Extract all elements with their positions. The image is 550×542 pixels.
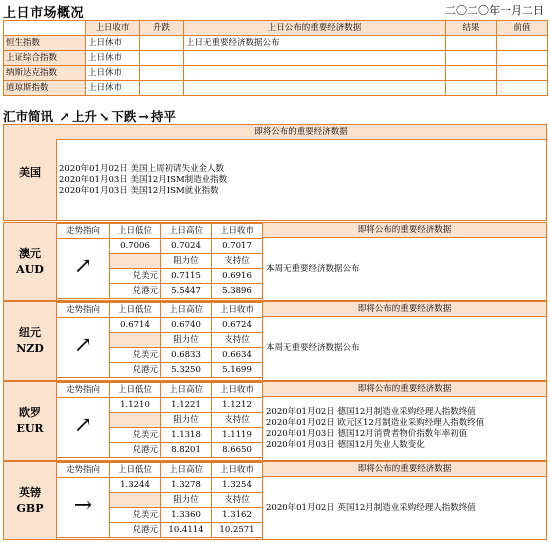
- arrow-right-icon: →: [138, 109, 149, 124]
- high-header: 上日高位: [161, 383, 212, 398]
- hkd-support: 10.2571: [212, 523, 263, 538]
- us-event: 2020年01月03日 美国12月ISM就业指数: [59, 185, 219, 196]
- currency-rates-table: [56, 302, 263, 378]
- currency-name: 澳元: [19, 246, 41, 260]
- currency-rates-table: [56, 223, 263, 299]
- hkd-label: 兑港元: [110, 284, 161, 299]
- arrow-up-icon: ↗: [73, 332, 93, 358]
- economic-data: [184, 81, 446, 96]
- upcoming-header: 即将公布的重要经济数据: [263, 382, 546, 397]
- upcoming-events: [263, 477, 546, 539]
- usd-support: 1.1119: [212, 428, 263, 443]
- currency-section-eur: [3, 381, 547, 461]
- usd-resistance: 1.3360: [161, 508, 212, 523]
- high-value: 0.6740: [161, 318, 212, 333]
- arrow-right-icon: →: [73, 492, 93, 518]
- usd-label: 兑美元: [110, 269, 161, 284]
- us-events: [56, 140, 546, 220]
- market-row: [4, 66, 548, 81]
- upcoming-header: 即将公布的重要经济数据: [263, 223, 546, 238]
- usd-label: 兑美元: [110, 348, 161, 363]
- hkd-resistance: 5.3250: [161, 363, 212, 378]
- hkd-support: 8.6650: [212, 443, 263, 458]
- data-prev: [497, 66, 548, 81]
- support-header: 支持位: [212, 254, 263, 269]
- usd-resistance: 0.7115: [161, 269, 212, 284]
- blank-cell: [110, 254, 161, 269]
- upcoming-events: [263, 397, 546, 460]
- trend-header: 走势指向: [57, 224, 110, 239]
- blank-cell: [110, 493, 161, 508]
- arrow-down-icon: ↘: [98, 109, 110, 124]
- data-result: [446, 81, 497, 96]
- low-header: 上日低位: [110, 224, 161, 239]
- economic-data: [184, 66, 446, 81]
- hkd-label: 兑港元: [110, 523, 161, 538]
- hkd-label: 兑港元: [110, 363, 161, 378]
- legend-flat: 持平: [150, 109, 176, 124]
- currency-label: [4, 223, 57, 300]
- upcoming-event: 本周无重要经济数据公布: [266, 263, 360, 274]
- us-label: 美国: [4, 125, 57, 220]
- index-close: 上日休市: [86, 66, 140, 81]
- fx-brief-title: 汇市简讯: [3, 109, 54, 124]
- high-header: 上日高位: [161, 224, 212, 239]
- support-header: 支持位: [212, 413, 263, 428]
- close-value: 0.7017: [212, 239, 263, 254]
- usd-support: 1.3162: [212, 508, 263, 523]
- hkd-support: 5.1699: [212, 363, 263, 378]
- trend-cell: [57, 478, 110, 538]
- upcoming-event: 2020年01月03日 德国12月失业人数变化: [266, 439, 425, 450]
- header-close: 上日收市: [86, 21, 140, 36]
- market-row: [4, 81, 548, 96]
- usd-resistance: 0.6833: [161, 348, 212, 363]
- upcoming-panel: [262, 302, 546, 380]
- currency-name: 纽元: [19, 326, 41, 339]
- close-value: 1.3254: [212, 478, 263, 493]
- upcoming-event: 2020年01月02日 欧元区12月制造业采购经理人指数终值: [266, 417, 485, 428]
- trend-header: 走势指向: [57, 383, 110, 398]
- index-name: 纳斯达克指数: [4, 66, 86, 81]
- arrow-up-icon: ↗: [59, 109, 70, 124]
- upcoming-event: 2020年01月02日 英国12月制造业采购经理人指数终值: [266, 502, 476, 513]
- header-prev: 前值: [497, 21, 548, 36]
- header-result: 结果: [446, 21, 497, 36]
- currency-label: [4, 462, 57, 539]
- close-header: 上日收市: [212, 383, 263, 398]
- currency-code: AUD: [16, 262, 44, 276]
- low-value: 0.6714: [110, 318, 161, 333]
- close-value: 1.1212: [212, 398, 263, 413]
- market-overview-table: [3, 20, 548, 96]
- upcoming-header: 即将公布的重要经济数据: [263, 462, 546, 477]
- us-event: 2020年01月02日 美国上周初请失业金人数: [59, 163, 224, 174]
- trend-cell: [57, 239, 110, 299]
- currency-code: GBP: [16, 501, 44, 515]
- trend-header: 走势指向: [57, 303, 110, 318]
- index-close: 上日休市: [86, 36, 140, 51]
- low-value: 1.3244: [110, 478, 161, 493]
- economic-data: [184, 51, 446, 66]
- index-change: [140, 66, 184, 81]
- usd-support: 0.6634: [212, 348, 263, 363]
- header-change: 升跌: [140, 21, 184, 36]
- index-name: 恒生指数: [4, 36, 86, 51]
- header-blank: [4, 21, 86, 36]
- hkd-resistance: 10.4114: [161, 523, 212, 538]
- hkd-support: 5.3896: [212, 284, 263, 299]
- trend-cell: [57, 398, 110, 458]
- data-prev: [497, 36, 548, 51]
- index-name: 上证综合指数: [4, 51, 86, 66]
- close-header: 上日收市: [212, 224, 263, 239]
- arrow-up-icon: ↗: [73, 412, 93, 438]
- index-change: [140, 36, 184, 51]
- currency-section-nzd: [3, 301, 547, 381]
- currency-section-gbp: [3, 461, 547, 540]
- high-value: 0.7024: [161, 239, 212, 254]
- fx-brief-heading: [3, 107, 178, 125]
- report-date: 二〇二〇年一月二日: [445, 4, 544, 17]
- currency-code: NZD: [16, 342, 44, 355]
- close-header: 上日收市: [212, 463, 263, 478]
- upcoming-events: [263, 238, 546, 300]
- economic-data: 上日无重要经济数据公布: [184, 36, 446, 51]
- upcoming-event: 2020年01月02日 德国12月制造业采购经理人指数终值: [266, 406, 476, 417]
- upcoming-event: 2020年01月03日 德国12月消费者物价指数年率初值: [266, 428, 468, 439]
- hkd-resistance: 5.5447: [161, 284, 212, 299]
- hkd-label: 兑港元: [110, 443, 161, 458]
- upcoming-events: [263, 317, 546, 380]
- trend-header: 走势指向: [57, 463, 110, 478]
- index-close: 上日休市: [86, 51, 140, 66]
- trend-cell: [57, 318, 110, 378]
- legend-down: 下跌: [111, 109, 137, 124]
- us-section: [3, 124, 547, 221]
- usd-support: 0.6916: [212, 269, 263, 284]
- index-change: [140, 81, 184, 96]
- upcoming-panel: [262, 382, 546, 460]
- high-value: 1.1221: [161, 398, 212, 413]
- close-value: 0.6724: [212, 318, 263, 333]
- resistance-header: 阻力位: [161, 493, 212, 508]
- close-header: 上日收市: [212, 303, 263, 318]
- currency-rates-table: [56, 382, 263, 458]
- support-header: 支持位: [212, 333, 263, 348]
- currency-section-aud: [3, 222, 547, 301]
- currency-name: 英镑: [19, 485, 41, 499]
- market-row: [4, 36, 548, 51]
- data-prev: [497, 81, 548, 96]
- low-value: 1.1210: [110, 398, 161, 413]
- index-name: 道琼斯指数: [4, 81, 86, 96]
- high-header: 上日高位: [161, 303, 212, 318]
- blank-cell: [110, 413, 161, 428]
- currency-rates-table: [56, 462, 263, 538]
- support-header: 支持位: [212, 493, 263, 508]
- legend-up: 上升: [71, 109, 97, 124]
- usd-resistance: 1.1318: [161, 428, 212, 443]
- currency-label: [4, 302, 57, 380]
- data-prev: [497, 51, 548, 66]
- currency-name: 欧罗: [19, 406, 41, 419]
- high-header: 上日高位: [161, 463, 212, 478]
- currency-label: [4, 382, 57, 460]
- usd-label: 兑美元: [110, 508, 161, 523]
- currency-code: EUR: [16, 422, 44, 435]
- blank-cell: [110, 333, 161, 348]
- us-event: 2020年01月03日 美国12月ISM制造业指数: [59, 174, 228, 185]
- arrow-up-icon: ↗: [73, 253, 93, 279]
- page-title: 上日市场概况: [3, 6, 85, 21]
- index-close: 上日休市: [86, 81, 140, 96]
- hkd-resistance: 8.8201: [161, 443, 212, 458]
- resistance-header: 阻力位: [161, 333, 212, 348]
- high-value: 1.3278: [161, 478, 212, 493]
- data-result: [446, 66, 497, 81]
- resistance-header: 阻力位: [161, 413, 212, 428]
- low-value: 0.7006: [110, 239, 161, 254]
- low-header: 上日低位: [110, 463, 161, 478]
- market-row: [4, 51, 548, 66]
- upcoming-panel: [262, 223, 546, 300]
- data-result: [446, 51, 497, 66]
- data-result: [446, 36, 497, 51]
- upcoming-event: 本周无重要经济数据公布: [266, 343, 360, 353]
- header-data: 上日公布的重要经济数据: [184, 21, 446, 36]
- index-change: [140, 51, 184, 66]
- low-header: 上日低位: [110, 303, 161, 318]
- upcoming-panel: [262, 462, 546, 539]
- upcoming-header: 即将公布的重要经济数据: [263, 302, 546, 317]
- resistance-header: 阻力位: [161, 254, 212, 269]
- low-header: 上日低位: [110, 383, 161, 398]
- usd-label: 兑美元: [110, 428, 161, 443]
- us-header: 即将公布的重要经济数据: [56, 125, 546, 140]
